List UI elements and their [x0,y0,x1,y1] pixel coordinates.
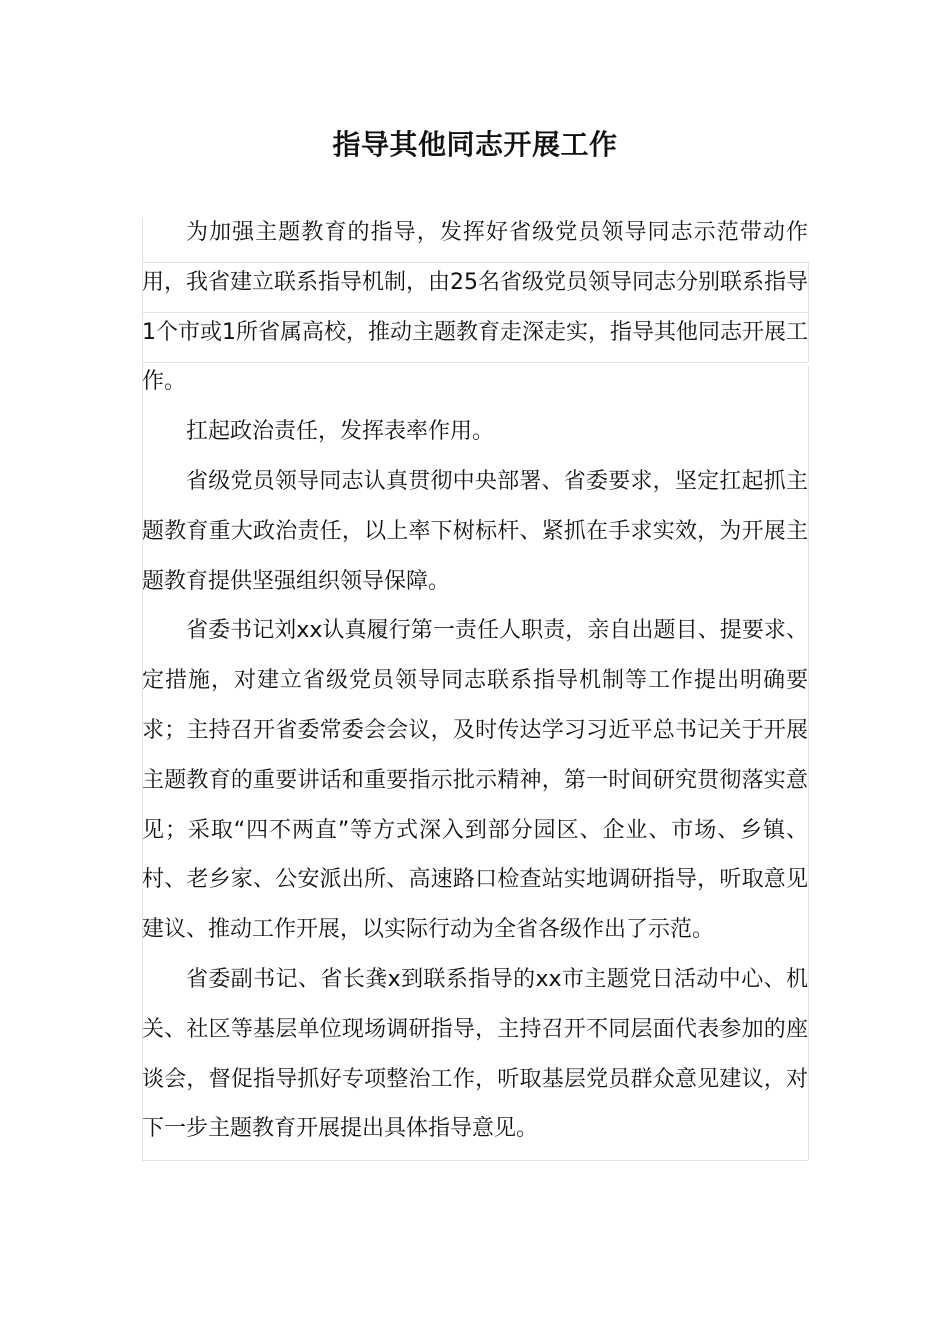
paragraph-1: 为加强主题教育的指导，发挥好省级党员领导同志示范带动作用，我省建立联系指导机制，由25名省级党员领导同志分别联系指导1个市或1所省属高校，推动主题教育走深走实，指导其他同志开展工作。 [142,220,808,395]
frame-line [808,366,809,1160]
frame-line [142,1160,808,1161]
paragraph-3: 省级党员领导同志认真贯彻中央部署、省委要求，坚定扛起抓主题教育重大政治责任，以上率下树标杆、紧抓在手求实效，为开展主题教育提供坚强组织领导保障。 [142,468,808,594]
document-body [142,208,808,1154]
paragraph-4: 省委书记刘xx认真履行第一责任人职责，亲自出题目、提要求、定措施，对建立省级党员领导同志联系指导机制等工作提出明确要求；主持召开省委常委会会议，及时传达学习习近平总书记关于开展主题教育的重要讲话和重要指示批示精神，第一时间研究贯彻落实意见；采取“四不两直”等方式深入到部分园区、企业、市场、乡镇、村、老乡家、公安派出所、高速路口检查站实地调研指导，听取意见建议、推动工作开展，以实际行动为全省各级作出了示范。 [142,618,808,943]
frame-line [808,262,809,362]
paragraph-2: 扛起政治责任，发挥表率作用。 [186,419,495,445]
page-title: 指导其他同志开展工作 [332,127,618,161]
paragraph-5: 省委副书记、省长龚x到联系指导的xx市主题党日活动中心、机关、社区等基层单位现场调研指导，主持召开不同层面代表参加的座谈会，督促指导抓好专项整治工作，听取基层党员群众意见建议，对下一步主题教育开展提出具体指导意见。 [142,966,808,1142]
